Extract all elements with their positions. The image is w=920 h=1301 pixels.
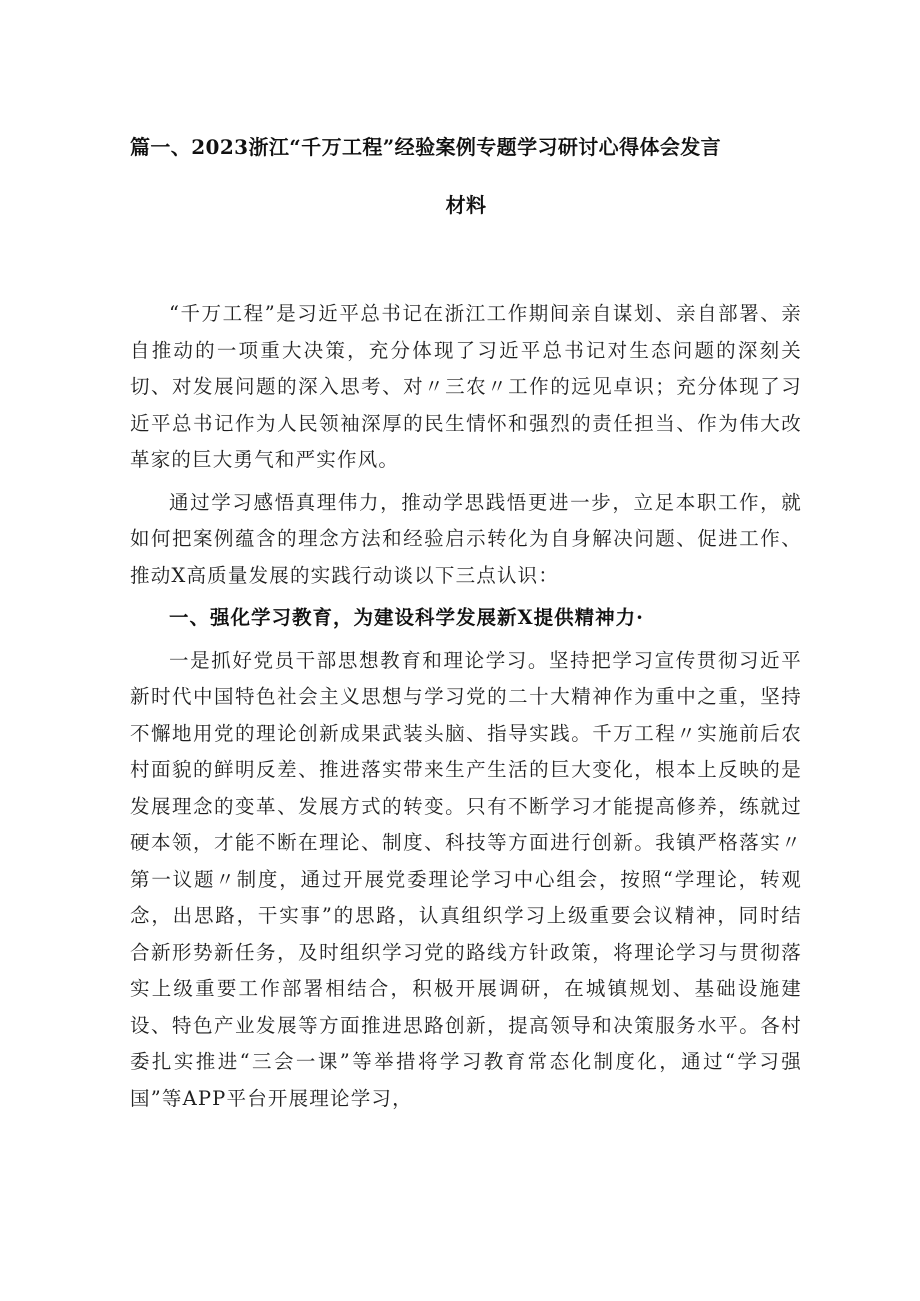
paragraph-overview: 通过学习感悟真理伟力，推动学思践悟更进一步，立足本职工作，就如何把案例蕴含的理念方法和经验启示转化为自身解决问题、促进工作、推动X高质量发展的实践行动谈以下三点认识： (130, 490, 802, 587)
title-line-2: 材料 (445, 193, 487, 217)
paragraph-intro: “千万工程”是习近平总书记在浙江工作期间亲自谋划、亲自部署、亲自推动的一项重大决策，充分体现了习近平总书记对生态问题的深刻关切、对发展问题的深入思考、对〃三农〃工作的远见卓识；充分体现了习近平总书记作为人民领袖深厚的民生情怀和强烈的责任担当、作为伟大改革家的巨大勇气和严实作风。 (130, 302, 802, 471)
title-line-1: 篇一、2023浙江“千万工程”经验案例专题学习研讨心得体会发言 (130, 135, 722, 159)
section-heading-1: 一、强化学习教育，为建设科学发展新X提供精神力· (169, 606, 644, 629)
document-body (130, 296, 802, 1117)
section-1-paragraph: 一是抓好党员干部思想教育和理论学习。坚持把学习宣传贯彻习近平新时代中国特色社会主义思想与学习党的二十大精神作为重中之重，坚持不懈地用党的理论创新成果武装头脑、指导实践。千万工程〃实施前后农村面貌的鲜明反差、推进落实带来生产生活的巨大变化，根本上反映的是发展理念的变革、发展方式的转变。只有不断学习才能提高修养，练就过硬本领，才能不断在理论、制度、科技等方面进行创新。我镇严格落实〃第一议题〃制度，通过开展党委理论学习中心组会，按照“学理论，转观念，出思路，干实事”的思路，认真组织学习上级重要会议精神，同时结合新形势新任务，及时组织学习党的路线方针政策，将理论学习与贯彻落实上级重要工作部署相结合，积极开展调研，在城镇规划、基础设施建设、特色产业发展等方面推进思路创新，提高领导和决策服务水平。各村委扎实推进“三会一课”等举措将学习教育常态化制度化，通过“学习强国”等APP平台开展理论学习， (130, 648, 802, 1110)
document-title (130, 118, 802, 234)
